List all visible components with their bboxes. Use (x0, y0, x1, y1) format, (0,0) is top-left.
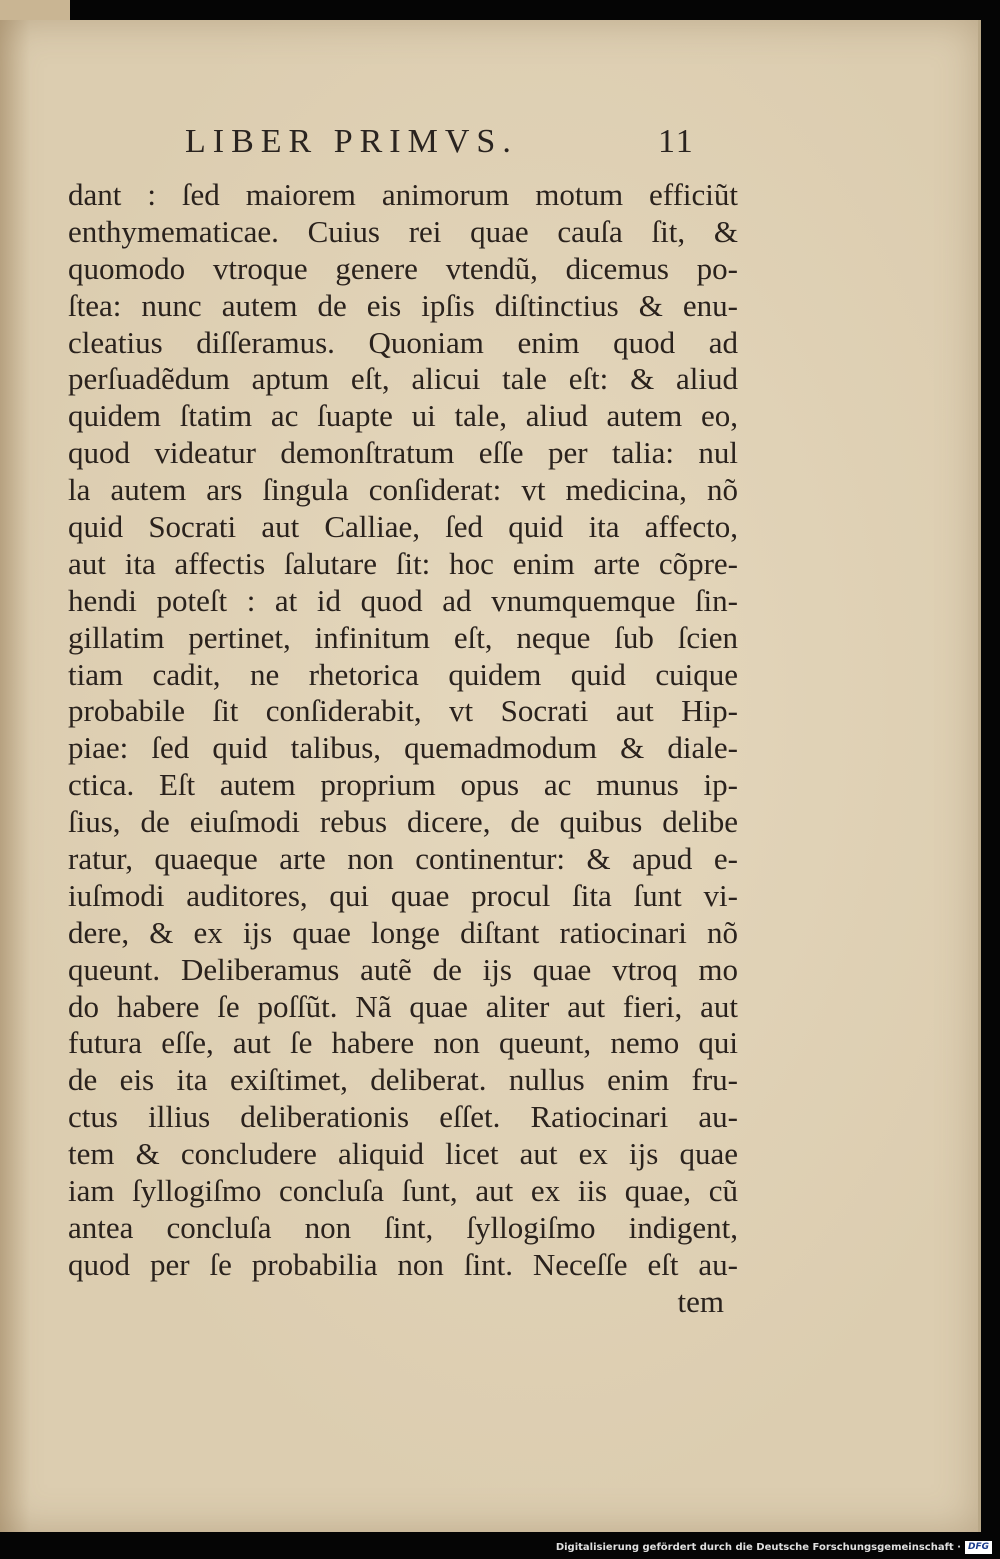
dfg-logo: DFG (965, 1541, 992, 1554)
text-line: probabile ſit conſiderabit, vt Socrati aut Hip- (68, 693, 738, 729)
running-head (185, 123, 735, 173)
text-line: quidem ſtatim ac ſuapte ui tale, aliud autem eo, (68, 398, 738, 434)
text-line: quod videatur demonſtratum eſſe per talia: nul (68, 435, 738, 471)
digitization-credit (556, 1539, 992, 1555)
text-line: ſtea: nunc autem de eis ipſis diſtinctius & enu- (68, 287, 738, 323)
text-line: piae: ſed quid talibus, quemadmodum & diale- (68, 730, 738, 766)
page-number: 11 (658, 123, 695, 160)
text-line: la autem ars ſingula conſiderat: vt medicina, nõ (68, 472, 738, 508)
text-line: tem & concludere aliquid licet aut ex ijs quae (68, 1136, 738, 1172)
text-line: do habere ſe poſſũt. Nã quae aliter aut fieri, aut (68, 988, 738, 1024)
text-line: quomodo vtroque genere vtendũ, dicemus po- (68, 250, 738, 286)
text-line: ſius, de eiuſmodi rebus dicere, de quibus delibe (68, 804, 738, 840)
running-head-title: LIBER PRIMVS. (185, 123, 518, 160)
text-line: tiam cadit, ne rhetorica quidem quid cuique (68, 656, 738, 692)
text-line: quid Socrati aut Calliae, ſed quid ita affecto, (68, 509, 738, 545)
text-line: quod per ſe probabilia non ſint. Neceſſe eſt au- (68, 1246, 738, 1282)
text-line: dant : ſed maiorem animorum motum efficiũt (68, 177, 738, 212)
text-line: de eis ita exiſtimet, deliberat. nullus enim fru- (68, 1062, 738, 1098)
text-line: antea concluſa non ſint, ſyllogiſmo indigent, (68, 1209, 738, 1245)
text-line: queunt. Deliberamus autẽ de ijs quae vtroq mo (68, 951, 738, 987)
text-line: tem (677, 1283, 724, 1319)
body-text (68, 177, 738, 1321)
text-line: iuſmodi auditores, qui quae procul ſita ſunt vi- (68, 877, 738, 913)
text-line: ctus illius deliberationis eſſet. Ratiocinari au- (68, 1099, 738, 1135)
page-edge (0, 0, 70, 20)
book-page (0, 20, 981, 1532)
text-line: gillatim pertinet, infinitum eſt, neque ſub ſcien (68, 619, 738, 655)
text-line: iam ſyllogiſmo concluſa ſunt, aut ex iis quae, cũ (68, 1173, 738, 1209)
text-line: aut ita affectis ſalutare ſit: hoc enim arte cõpre- (68, 545, 738, 581)
text-line: enthymematicae. Cuius rei quae cauſa ſit, & (68, 213, 738, 249)
text-line: hendi poteſt : at id quod ad vnumquemque ſin- (68, 582, 738, 618)
text-line: perſuadẽdum aptum eſt, alicui tale eſt: & aliud (68, 361, 738, 397)
text-line: ctica. Eſt autem proprium opus ac munus ip- (68, 767, 738, 803)
text-line: cleatius diſſeramus. Quoniam enim quod ad (68, 324, 738, 360)
text-line: dere, & ex ijs quae longe diſtant ratiocinari nõ (68, 914, 738, 950)
text-line: futura eſſe, aut ſe habere non queunt, nemo qui (68, 1025, 738, 1061)
text-line: ratur, quaeque arte non continentur: & apud e- (68, 841, 738, 877)
credit-text: Digitalisierung gefördert durch die Deutsche Forschungsgemeinschaft · (555, 1541, 961, 1553)
